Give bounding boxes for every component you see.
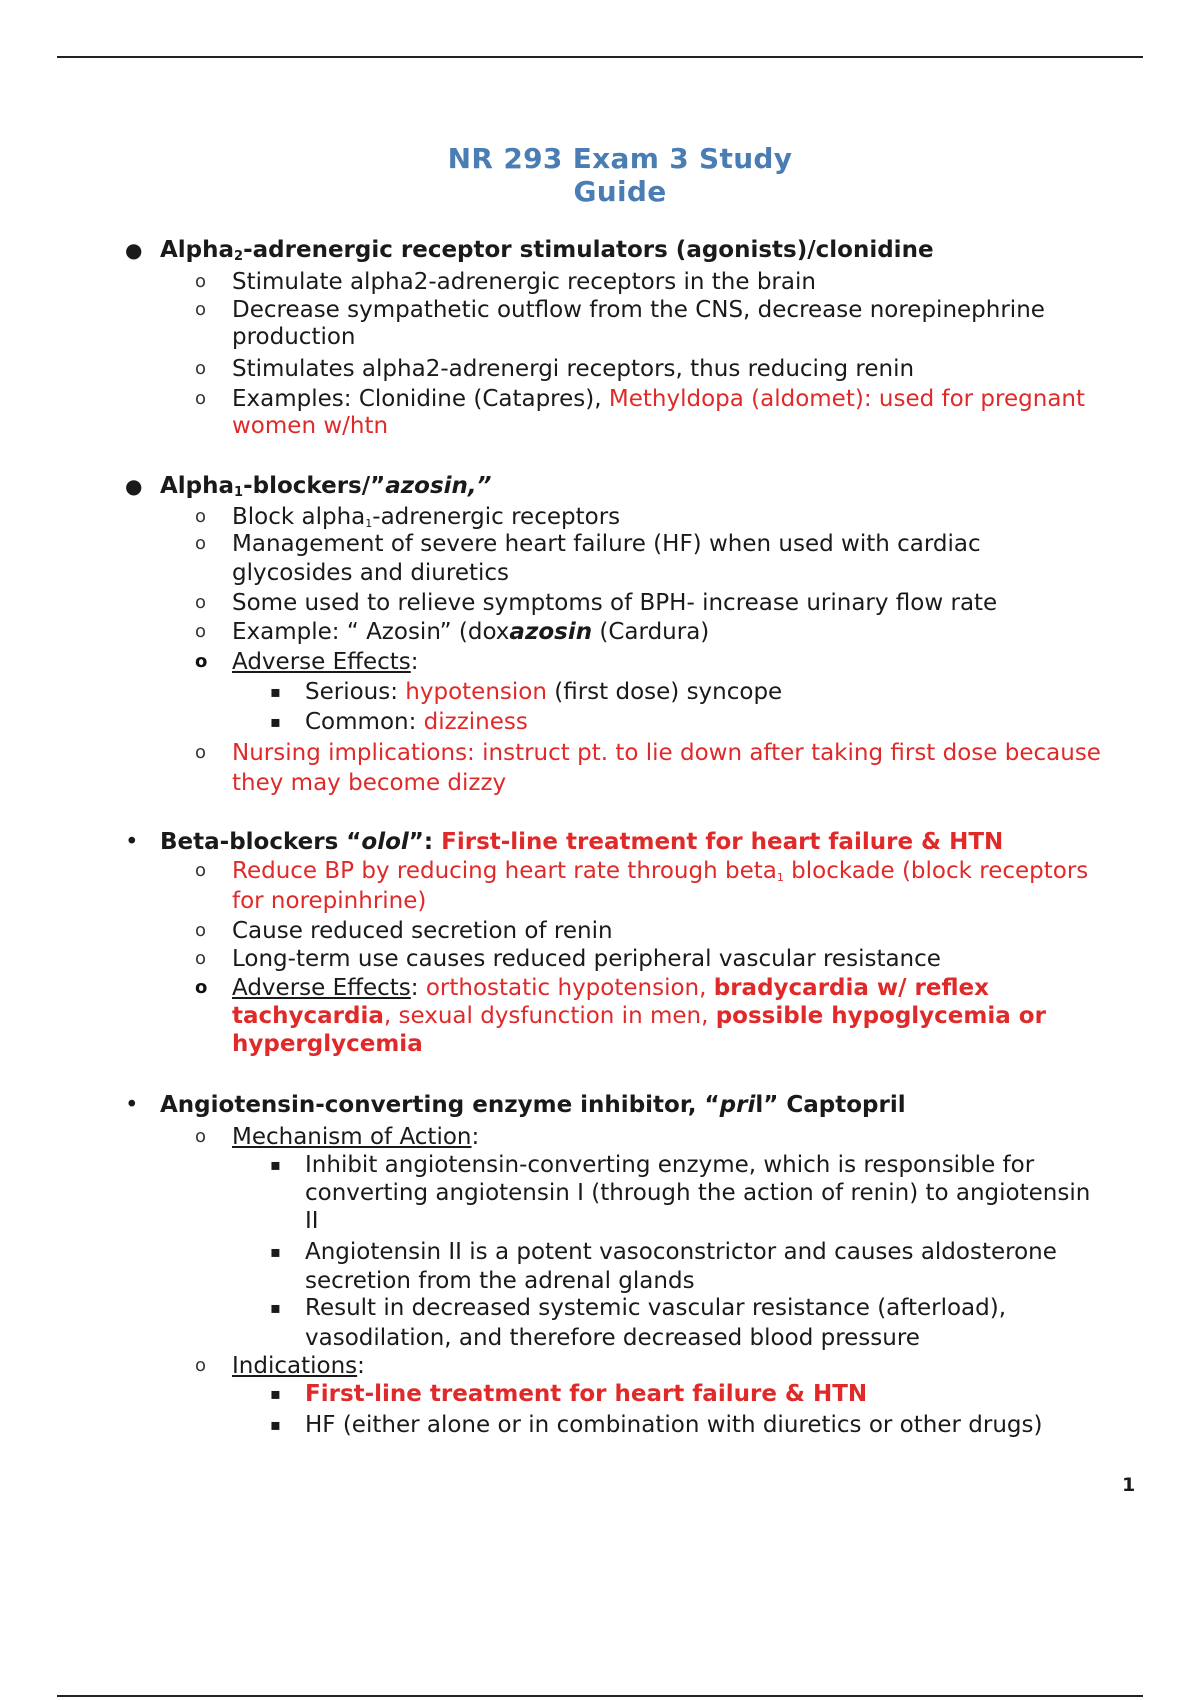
bullet: o	[195, 299, 207, 320]
sub-list-item-cont: vasodilation, and therefore decreased blood pressure	[305, 1325, 920, 1351]
list-item: Management of severe heart failure (HF) when used with cardiac	[232, 531, 981, 557]
sub-list-item: Common: dizziness	[305, 709, 528, 735]
list-item: Examples: Clonidine (Catapres), Methyldopa (aldomet): used for pregnant	[232, 386, 1086, 412]
list-item: Reduce BP by reducing heart rate through beta$_1$ blockade (block receptors	[232, 858, 1089, 884]
bullet: ●	[125, 474, 143, 498]
bullet: o	[195, 920, 207, 941]
bottom-rule	[57, 1695, 1143, 1697]
bullet: ▪	[270, 1242, 281, 1261]
list-item-cont: hyperglycemia	[232, 1031, 423, 1057]
bullet: ▪	[270, 1155, 281, 1174]
sub-list-item: Result in decreased systemic vascular resistance (afterload),	[305, 1295, 1007, 1321]
list-item: Example: “ Azosin” (doxazosin (Cardura)	[232, 619, 710, 645]
bullet: o	[195, 742, 207, 763]
list-item: Block alpha$_1$-adrenergic receptors	[232, 504, 621, 530]
bullet: •	[125, 1092, 139, 1118]
sub-list-item: Angiotensin II is a potent vasoconstrictor and causes aldosterone	[305, 1239, 1057, 1265]
bullet: o	[195, 592, 207, 613]
list-item: Cause reduced secretion of renin	[232, 918, 613, 944]
bullet: o	[195, 860, 207, 881]
bullet: ▪	[270, 712, 281, 731]
sub-list-item: Serious: hypotension (first dose) syncope	[305, 679, 783, 705]
list-item-cont: glycosides and diuretics	[232, 560, 510, 586]
bullet: o	[195, 651, 208, 672]
bullet: o	[195, 506, 207, 527]
bullet: o	[195, 977, 208, 998]
list-item-cont: for norepinhrine)	[232, 888, 427, 914]
bullet: o	[195, 621, 207, 642]
sub-list-item-cont: II	[305, 1208, 319, 1234]
list-item: Adverse Effects: orthostatic hypotension, bradycardia w/ reflex	[232, 975, 989, 1001]
bullet: ●	[125, 238, 143, 262]
section-heading-ace-inhibitor: Angiotensin-converting enzyme inhibitor, “pril” Captopril	[160, 1092, 906, 1118]
list-item: Mechanism of Action:	[232, 1124, 480, 1150]
list-item: Nursing implications: instruct pt. to lie down after taking first dose because	[232, 740, 1101, 766]
section-heading-alpha1: Alpha$_1$-blockers/”azosin,”	[160, 473, 492, 500]
bullet: o	[195, 1126, 207, 1147]
list-item: Adverse Effects:	[232, 649, 419, 675]
list-item: Some used to relieve symptoms of BPH- increase urinary flow rate	[232, 590, 998, 616]
list-item: Indications:	[232, 1353, 365, 1379]
bullet: ▪	[270, 1415, 281, 1434]
document-title	[0, 142, 1200, 208]
bullet: ▪	[270, 1384, 281, 1403]
bullet: o	[195, 388, 207, 409]
page-number: 1	[1122, 1474, 1136, 1496]
list-item-cont: tachycardia, sexual dysfunction in men, possible hypoglycemia or	[232, 1003, 1046, 1029]
bullet: o	[195, 271, 207, 292]
sub-list-item-cont: secretion from the adrenal glands	[305, 1268, 695, 1294]
title-line-1: NR 293 Exam 3 Study	[447, 142, 793, 175]
list-item: Stimulates alpha2-adrenergi receptors, thus reducing renin	[232, 356, 915, 382]
bullet: o	[195, 358, 207, 379]
bullet: o	[195, 948, 207, 969]
bullet: •	[125, 829, 139, 855]
list-item: Decrease sympathetic outflow from the CNS, decrease norepinephrine	[232, 297, 1045, 323]
list-item-cont: women w/htn	[232, 413, 389, 439]
section-heading-alpha2: Alpha$_2$-adrenergic receptor stimulators (agonists)/clonidine	[160, 237, 934, 264]
bullet: o	[195, 1355, 207, 1376]
sub-list-item: Inhibit angiotensin-converting enzyme, which is responsible for	[305, 1152, 1035, 1178]
bullet: ▪	[270, 682, 281, 701]
bullet: o	[195, 533, 207, 554]
sub-list-item: First-line treatment for heart failure & HTN	[305, 1381, 868, 1407]
section-heading-beta-blockers: Beta-blockers “olol”: First-line treatment for heart failure & HTN	[160, 829, 1004, 855]
list-item: Long-term use causes reduced peripheral vascular resistance	[232, 946, 941, 972]
bullet: ▪	[270, 1298, 281, 1317]
top-rule	[57, 56, 1143, 58]
sub-list-item-cont: converting angiotensin I (through the action of renin) to angiotensin	[305, 1180, 1091, 1206]
sub-list-item: HF (either alone or in combination with diuretics or other drugs)	[305, 1412, 1043, 1438]
title-line-2: Guide	[573, 175, 667, 208]
list-item: Stimulate alpha2-adrenergic receptors in the brain	[232, 269, 816, 295]
list-item-cont: production	[232, 324, 356, 350]
list-item-cont: they may become dizzy	[232, 770, 507, 796]
